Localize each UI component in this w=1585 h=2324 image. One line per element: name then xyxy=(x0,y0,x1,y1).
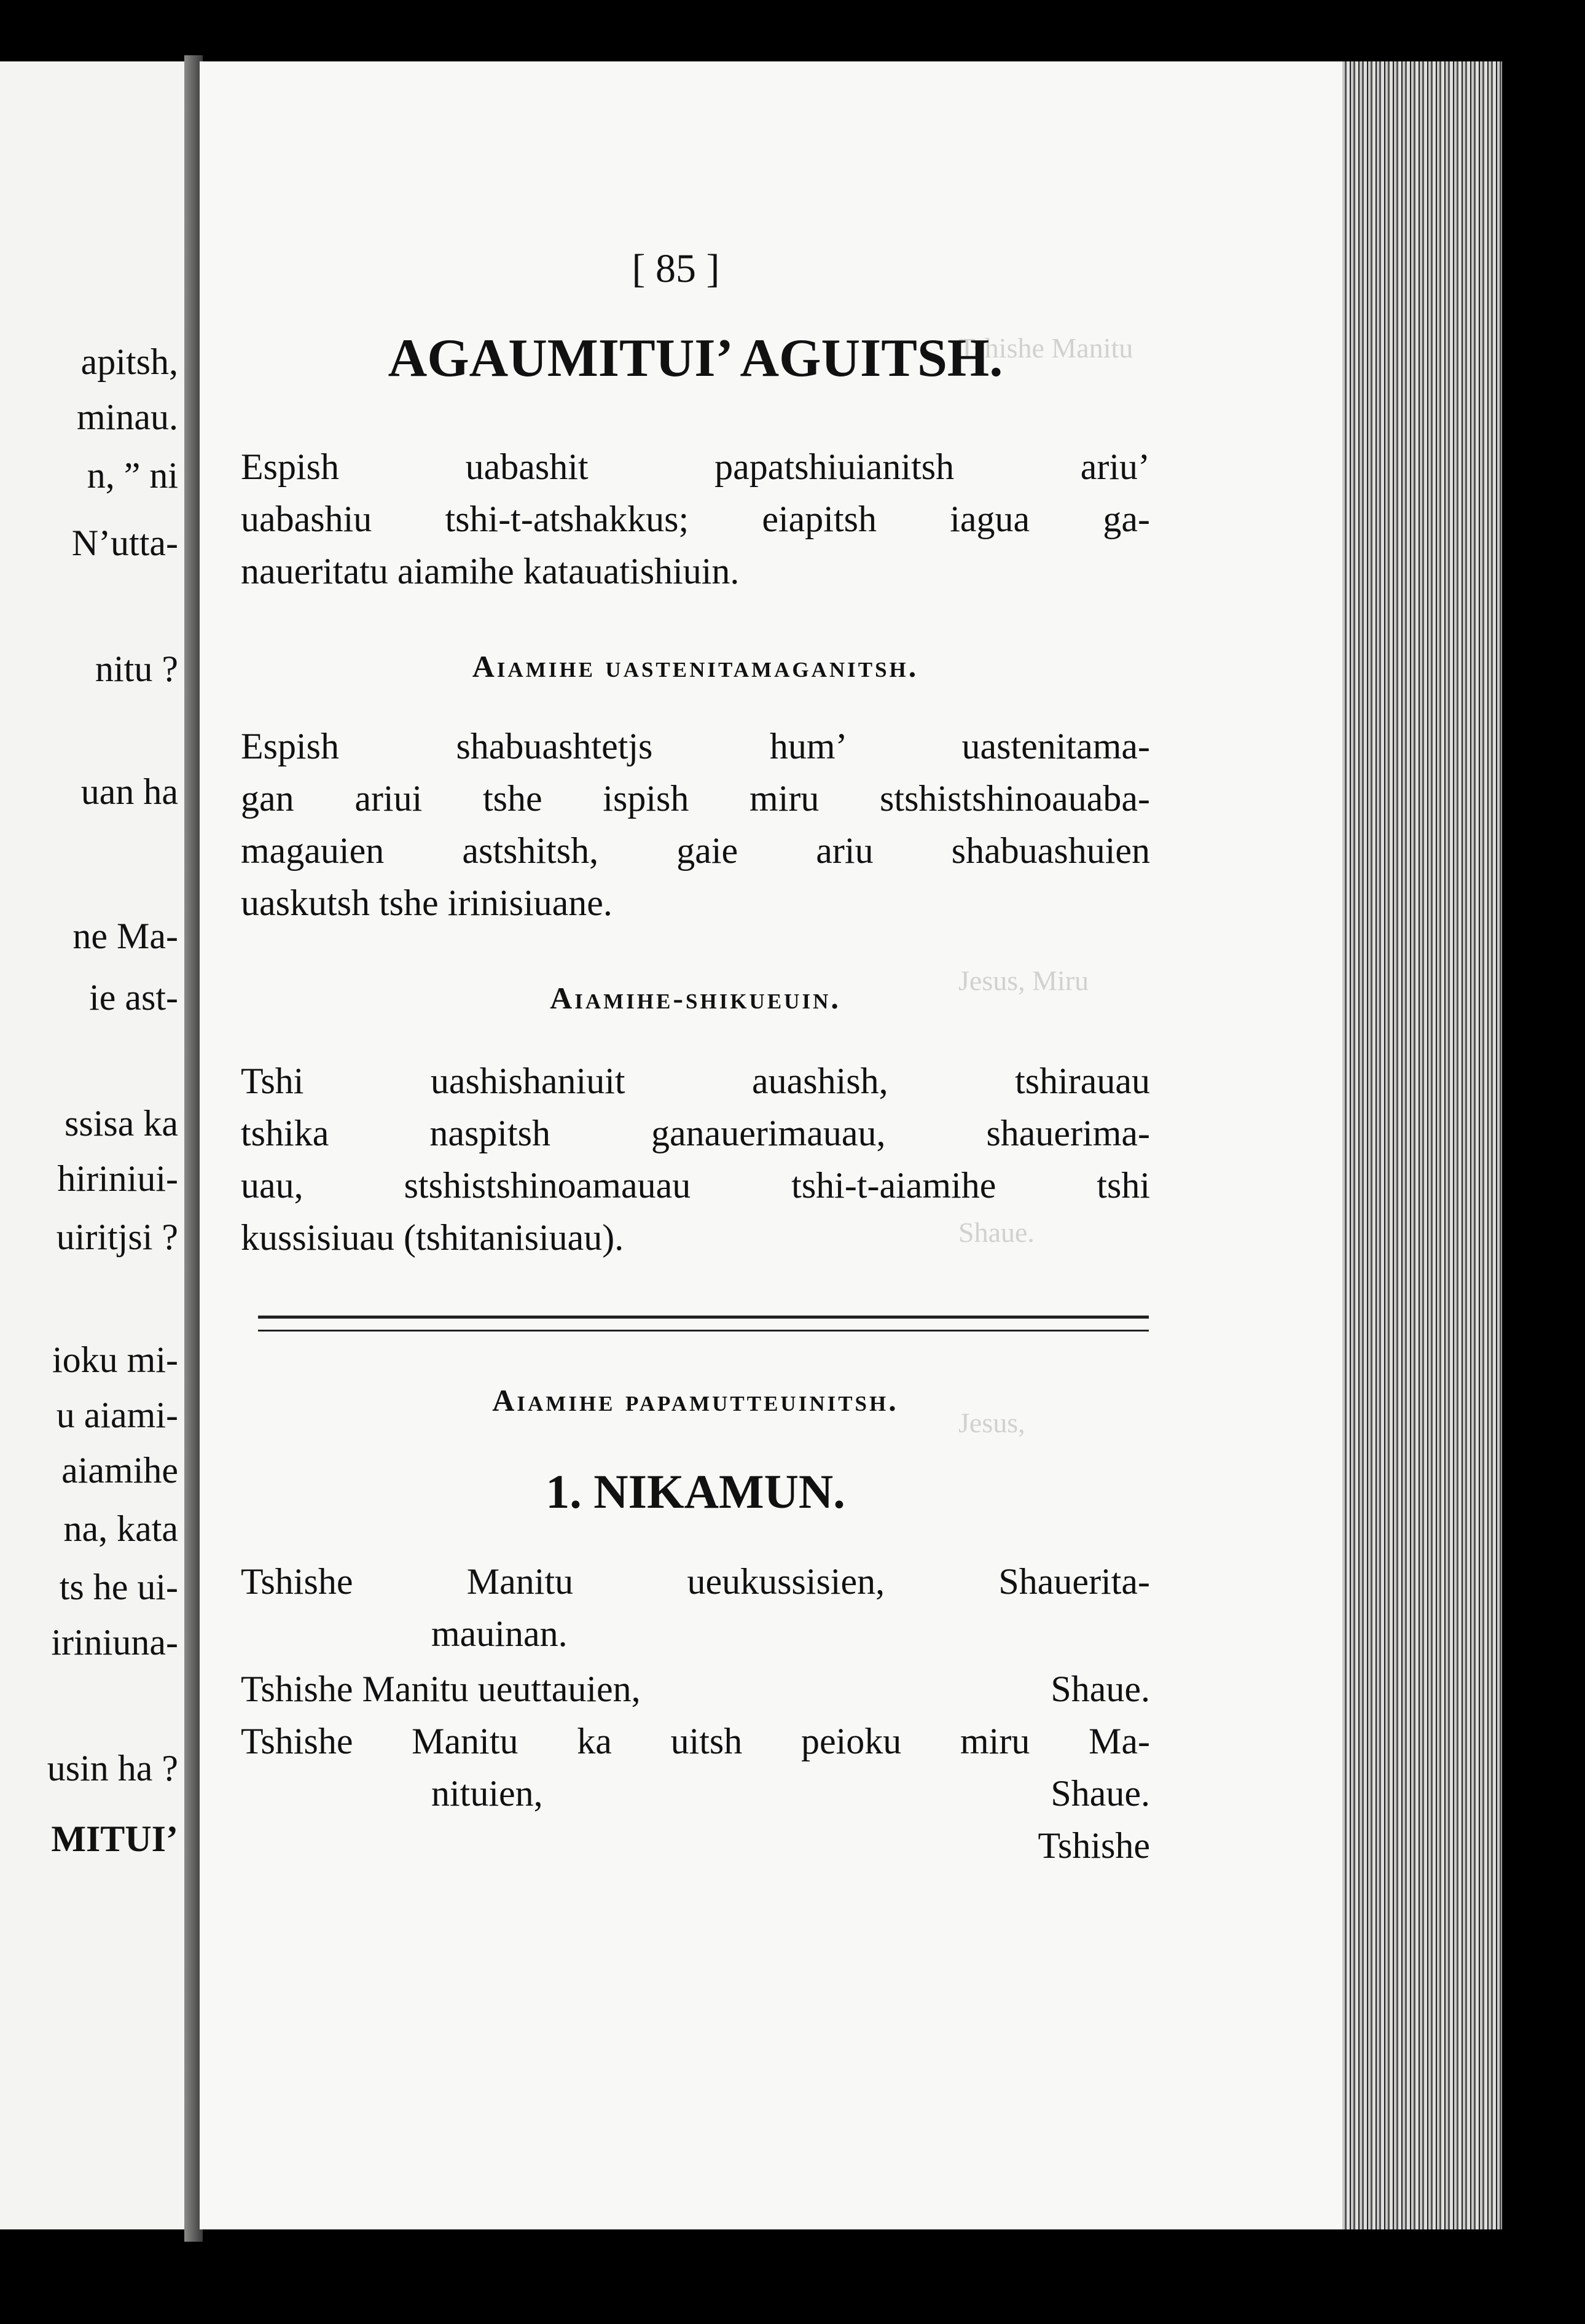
left-page-line: ts he ui- xyxy=(59,1567,178,1607)
catchword: Tshishe xyxy=(1038,1825,1150,1866)
chant-line: Tshishe Manitu ka uitsh peioku miru Ma- xyxy=(241,1721,1150,1761)
intro-line: uabashiu tshi-t-atshakkus; eiapitsh iagua ga- xyxy=(241,499,1150,539)
page-title: AGAUMITUI’ AGUITSH. xyxy=(388,329,1003,388)
left-page-line: nitu ? xyxy=(95,649,178,689)
left-page-line: iriniuna- xyxy=(51,1622,178,1663)
intro-line: naueritatu aiamihe katauatishiuin. xyxy=(241,551,740,591)
section-text-line: gan ariui tshe ispish miru stshistshinoauaba- xyxy=(241,778,1150,819)
left-page-line: ie ast- xyxy=(89,977,178,1018)
left-page-line: ssisa ka xyxy=(65,1103,178,1144)
left-page-line: na, kata xyxy=(63,1508,178,1549)
chant-response: Shaue. xyxy=(1051,1669,1150,1709)
page-edges xyxy=(1342,61,1502,2229)
left-page-line: N’utta- xyxy=(71,523,178,563)
left-page-line: ioku mi- xyxy=(52,1339,178,1380)
section-heading: Aiamihe uastenitamaganitsh. xyxy=(472,649,919,684)
page-number: [ 85 ] xyxy=(632,246,720,291)
section-text-line: uaskutsh tshe irinisiuane. xyxy=(241,883,612,923)
intro-line: Espish uabashit papatshiuianitsh ariu’ xyxy=(241,446,1150,487)
bleed-through-text: Jesus, xyxy=(958,1407,1025,1438)
chant-line: Tshishe Manitu ueuttauien, xyxy=(241,1669,641,1709)
chant-line: mauinan. xyxy=(431,1613,568,1654)
left-page-line: uan ha xyxy=(80,771,178,812)
section-text-line: uau, stshistshinoamauau tshi-t-aiamihe tshi xyxy=(241,1165,1150,1206)
section-heading: Aiamihe-shikueuin. xyxy=(550,981,841,1015)
section-text-line: Tshi uashishaniuit auashish, tshirauau xyxy=(241,1061,1150,1101)
left-page-line: apitsh, xyxy=(80,341,178,382)
left-page xyxy=(0,61,184,2229)
section-divider xyxy=(258,1316,1149,1332)
left-page-line: MITUI’ xyxy=(51,1819,178,1859)
left-page-line: aiamihe xyxy=(61,1450,178,1491)
section-text-line: magauien astshitsh, gaie ariu shabuashuien xyxy=(241,830,1150,871)
left-page-line: uiritjsi ? xyxy=(56,1217,178,1257)
left-page-line: minau. xyxy=(77,397,178,437)
left-page-line: usin ha ? xyxy=(47,1748,178,1788)
left-page-line: n, ” ni xyxy=(87,455,178,496)
section-text-line: kussisiuau (tshitanisiuau). xyxy=(241,1217,624,1258)
chant-response: Shaue. xyxy=(1051,1773,1150,1814)
left-page-line: hiriniui- xyxy=(57,1158,178,1199)
section-text-line: tshika naspitsh ganauerimauau, shauerima- xyxy=(241,1113,1150,1153)
bleed-through-text: Tshishe Manitu xyxy=(958,332,1133,364)
left-page-line: ne Ma- xyxy=(72,916,178,956)
chant-line: nituien, xyxy=(431,1773,543,1814)
left-page-line: u aiami- xyxy=(56,1395,178,1435)
chant-line: Tshishe Manitu ueukussisien, Shauerita- xyxy=(241,1561,1150,1602)
chapter-heading: 1. NIKAMUN. xyxy=(546,1465,845,1518)
bleed-through-text: Shaue. xyxy=(958,1217,1035,1248)
section-heading: Aiamihe papamutteuinitsh. xyxy=(492,1383,899,1417)
section-text-line: Espish shabuashtetjs hum’ uastenitama- xyxy=(241,726,1150,766)
bleed-through-text: Jesus, Miru xyxy=(958,965,1089,996)
